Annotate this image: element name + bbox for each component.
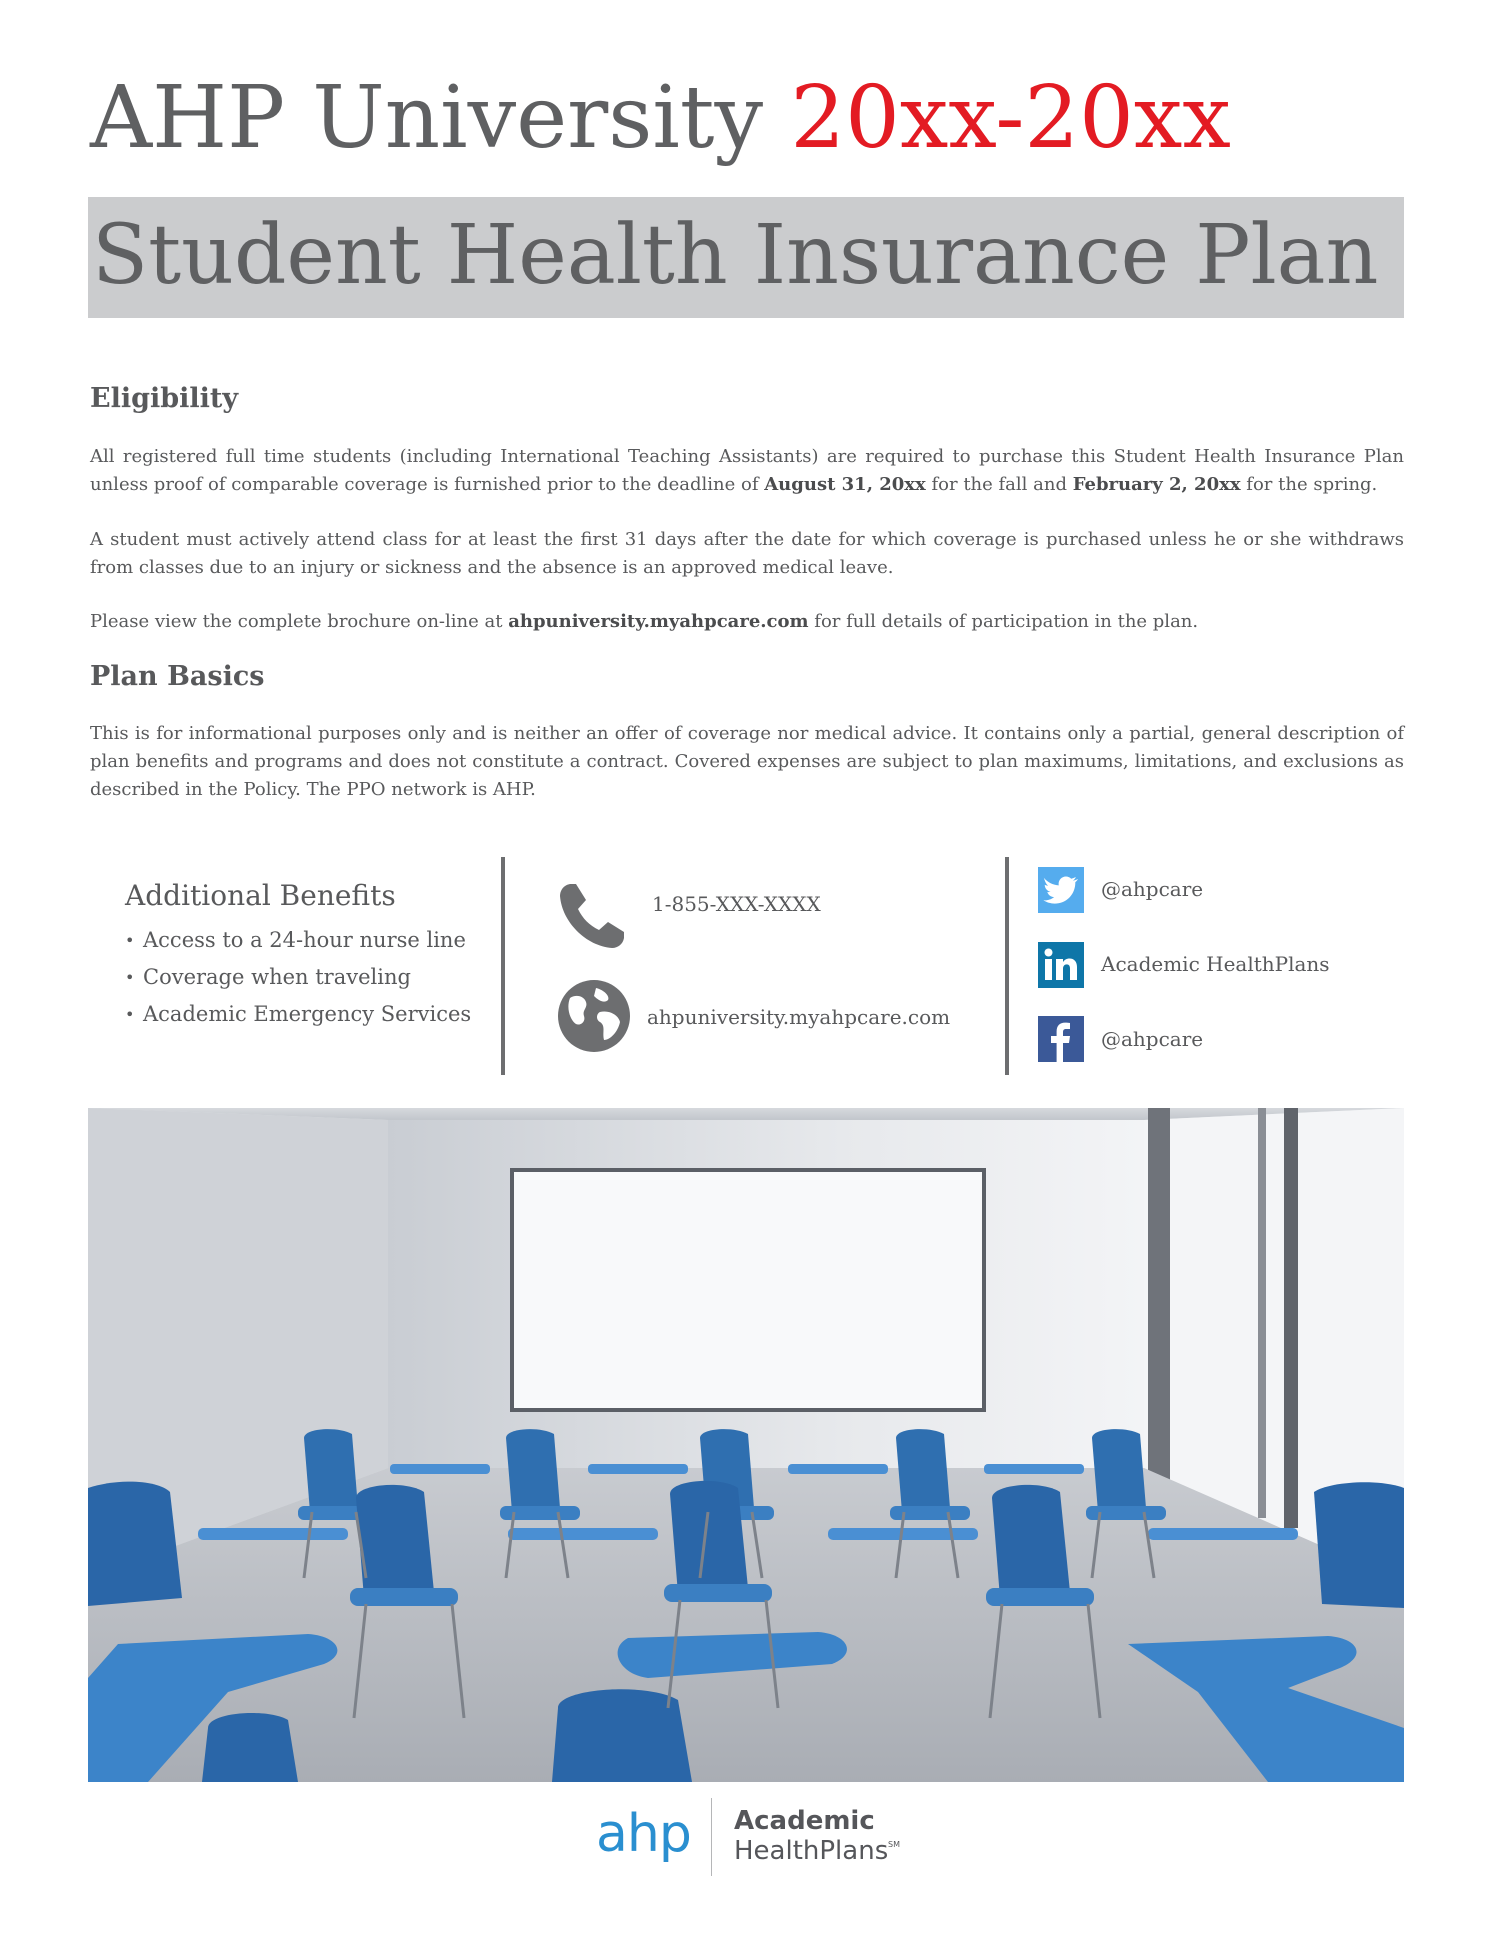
eligibility-paragraph-2: A student must actively attend class for at least the first 31 days after the date for which coverage is purchased unless he or she withdraws from classes due to an injury or sickness and the absence is an approved medical leave. — [90, 529, 1404, 578]
eligibility-paragraph-1: All registered full time students (including International Teaching Assistants) are required to purchase this Student Health Insurance Plan unless proof of comparable coverage is furnished prior to the deadline of August 31, 20xx for the fall and February 2, 20xx for the spring. — [90, 446, 1404, 495]
additional-benefits — [125, 878, 495, 1033]
additional-benefits-title: Additional Benefits — [125, 879, 396, 912]
twitter-handle[interactable]: @ahpcare — [1101, 877, 1204, 901]
eligibility-heading: Eligibility — [90, 383, 239, 414]
classroom-photo — [88, 1108, 1404, 1782]
list-item: • Coverage when traveling — [125, 959, 495, 996]
plan-basics-heading: Plan Basics — [90, 661, 265, 692]
divider-right — [1005, 857, 1009, 1075]
page-subtitle: Student Health Insurance Plan — [92, 208, 1379, 303]
logo-mark: ahp — [596, 1804, 691, 1864]
linkedin-icon[interactable] — [1038, 942, 1084, 988]
brochure-link[interactable]: ahpuniversity.myahpcare.com — [508, 611, 809, 632]
phone-icon — [556, 880, 628, 956]
plan-basics-paragraph: This is for informational purposes only and is neither an offer of coverage nor medical advice. It contains only a partial, general description of plan benefits and programs and does not constitute a contract. Covered expenses are subject to plan maximums, limitations, and exclusions as described in the Policy. The PPO network is AHP. — [90, 723, 1404, 800]
logo-divider — [711, 1798, 712, 1876]
divider-left — [501, 857, 505, 1075]
facebook-icon[interactable] — [1038, 1016, 1084, 1062]
globe-icon — [556, 978, 632, 1058]
spring-deadline: February 2, 20xx — [1072, 474, 1241, 495]
list-item: • Academic Emergency Services — [125, 996, 495, 1033]
logo-service-mark: SM — [888, 1840, 900, 1849]
logo-word-academic: Academic — [734, 1806, 875, 1836]
list-item: • Access to a 24-hour nurse line — [125, 922, 495, 959]
benefits-list — [125, 922, 495, 1033]
title-university: AHP University — [90, 68, 764, 168]
linkedin-name[interactable]: Academic HealthPlans — [1101, 952, 1330, 976]
page-title — [90, 68, 1231, 168]
phone-number[interactable]: 1-855-XXX-XXXX — [652, 892, 821, 916]
logo-word-healthplans: HealthPlans — [734, 1836, 889, 1866]
title-years: 20xx-20xx — [790, 68, 1231, 168]
ahp-logo — [596, 1798, 916, 1878]
twitter-icon[interactable] — [1038, 867, 1084, 913]
eligibility-paragraph-3: Please view the complete brochure on-line at ahpuniversity.myahpcare.com for full details of participation in the plan. — [90, 611, 1199, 632]
facebook-handle[interactable]: @ahpcare — [1101, 1027, 1204, 1051]
website-link[interactable]: ahpuniversity.myahpcare.com — [647, 1005, 951, 1029]
fall-deadline: August 31, 20xx — [764, 474, 926, 495]
